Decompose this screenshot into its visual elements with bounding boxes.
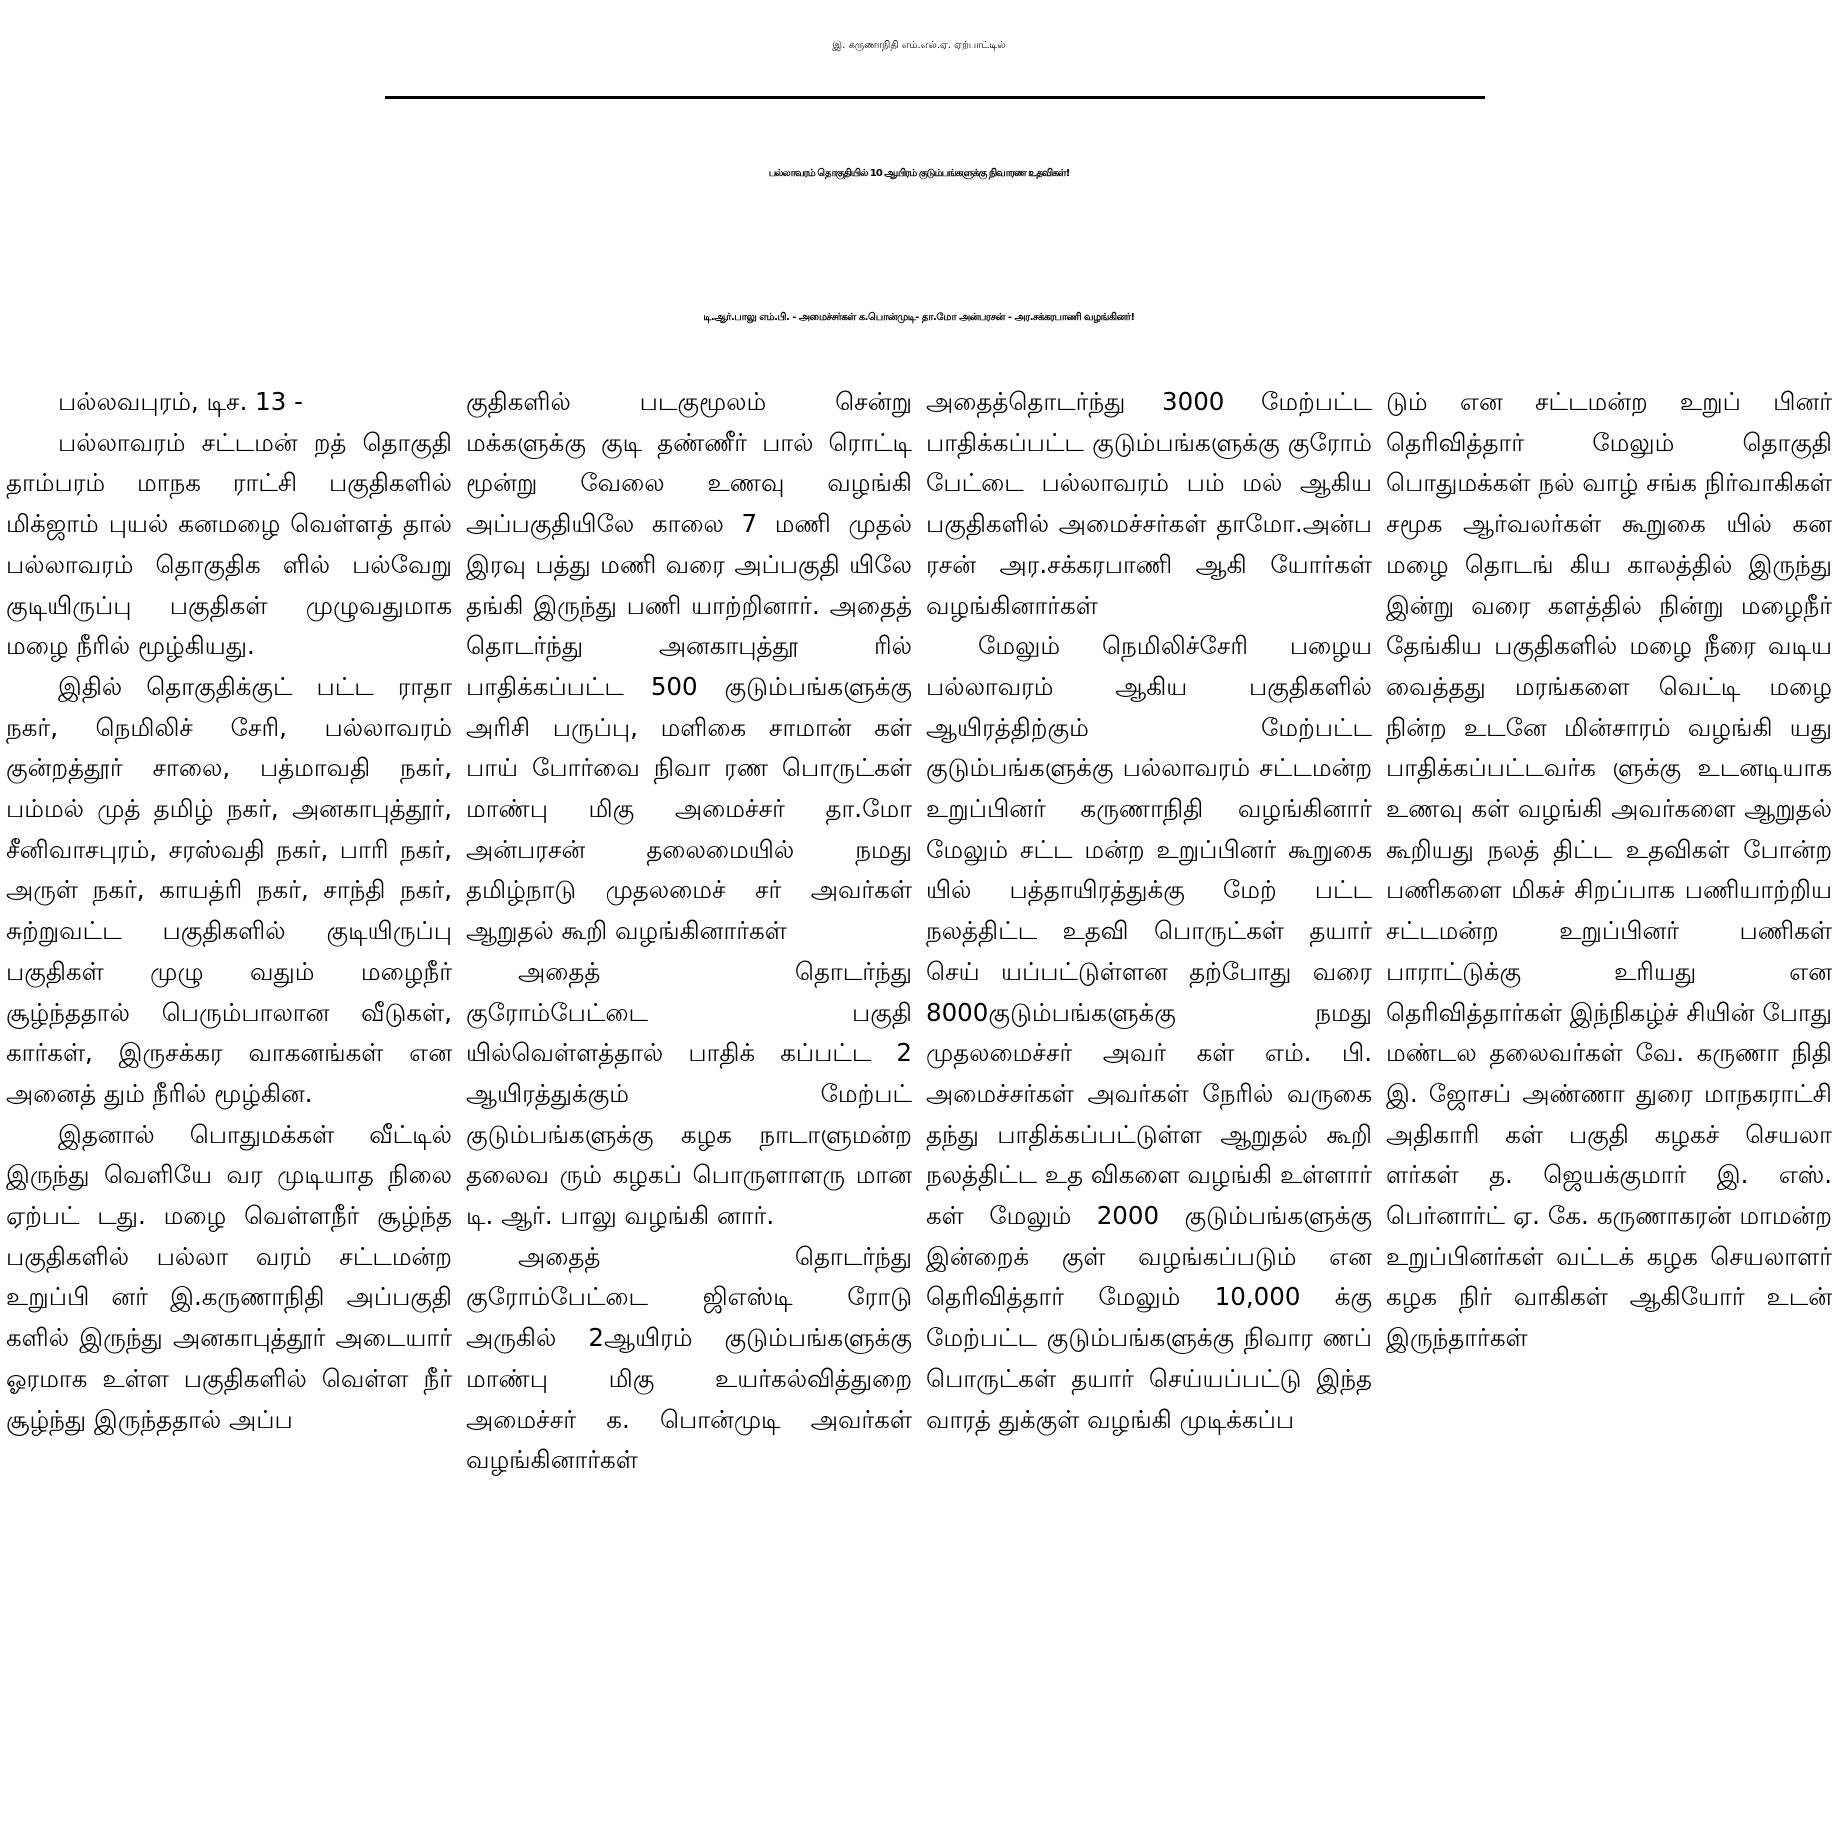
paragraph: அதைத் தொடர்ந்து குரோம்பேட்டை ஜிஎஸ்டி ரோடு அருகில் 2ஆயிரம் குடும்பங்களுக்கு மாண்பு மிகு உயர்கல்வித்துறை அமைச்சர் க. பொன்முடி அவர்கள் வழங்கினார்கள் bbox=[466, 1241, 912, 1475]
dateline: பல்லவபுரம், டிச. 13 - bbox=[58, 387, 303, 416]
article-body bbox=[6, 382, 1832, 1838]
kicker-line: இ. கருணாநிதி எம்.எல்.ஏ. ஏற்பாட்டில் bbox=[832, 40, 1006, 51]
kicker-underline bbox=[385, 96, 1485, 99]
paragraph: பல்லாவரம் சட்டமன் றத் தொகுதி தாம்பரம் மாநக ராட்சி பகுதிகளில் மிக்ஜாம் புயல் கனமழை வெள்ளத் தால் பல்லாவரம் தொகுதிக ளில் பல்வேறு குடியிருப்பு பகுதிகள் முழுவதுமாக மழை நீரில் மூழ்கியது. bbox=[6, 427, 452, 661]
headline: பல்லாவரம் தொகுதியில் 10 ஆயிரம் குடும்பங்களுக்கு நிவாரண உதவிகள்! bbox=[768, 168, 1070, 179]
text-column-1 bbox=[6, 382, 452, 1838]
paragraph: இதில் தொகுதிக்குட் பட்ட ராதா நகர், நெமிலிச் சேரி, பல்லாவரம் குன்றத்தூர் சாலை, பத்மாவதி நகர், பம்மல் முத் தமிழ் நகர், அனகாபுத்தூர், சீனிவாசபுரம், சரஸ்வதி நகர், பாரி நகர், அருள் நகர், காயத்ரி நகர், சாந்தி நகர், சுற்றுவட்ட பகுதிகளில் குடியிருப்பு பகுதிகள் முழு வதும் மழைநீர் சூழ்ந்ததால் பெரும்பாலான வீடுகள், கார்கள், இருசக்கர வாகனங்கள் என அனைத் தும் நீரில் மூழ்கின. bbox=[6, 671, 452, 1108]
paragraph: மேலும் நெமிலிச்சேரி பழைய பல்லாவரம் ஆகிய பகுதிகளில் ஆயிரத்திற்கும் மேற்பட்ட குடும்பங்களுக்கு பல்லாவரம் சட்டமன்ற உறுப்பினர் கருணாநிதி வழங்கினார் மேலும் சட்ட மன்ற உறுப்பினர் கூறுகை யில் பத்தாயிரத்துக்கு மேற் பட்ட நலத்திட்ட உதவி பொருட்கள் தயார் செய் யப்பட்டுள்ளன தற்போது வரை 8000குடும்பங்களுக்கு நமது முதலமைச்சர் அவர் கள் எம். பி. அமைச்சர்கள் அவர்கள் நேரில் வருகை தந்து பாதிக்கப்பட்டுள்ள ஆறுதல் கூறி நலத்திட்ட உத விகளை வழங்கி உள்ளார் கள் மேலும் 2000 குடும்பங்களுக்கு இன்றைக் குள் வழங்கப்படும் என தெரிவித்தார் மேலும் 10,000 க்கு மேற்பட்ட குடும்பங்களுக்கு நிவார ணப் பொருட்கள் தயார் செய்யப்பட்டு இந்த வாரத் துக்குள் வழங்கி முடிக்கப்ப bbox=[926, 631, 1372, 1434]
subheadline: டி.ஆர்.பாலு எம்.பி. - அமைச்சர்கள் க.பொன்முடி- தா.மோ அன்பரசன் - அர.சக்கரபாணி வழங்கினர்! bbox=[703, 312, 1135, 323]
text-column-3 bbox=[926, 382, 1372, 1838]
text-column-2 bbox=[466, 382, 912, 1838]
paragraph: இதனால் பொதுமக்கள் வீட்டில் இருந்து வெளியே வர முடியாத நிலை ஏற்பட் டது. மழை வெள்ளநீர் சூழ்ந்த பகுதிகளில் பல்லா வரம் சட்டமன்ற உறுப்பி னர் இ.கருணாநிதி அப்பகுதி களில் இருந்து அனகாபுத்தூர் அடையார் ஓரமாக உள்ள பகுதிகளில் வெள்ள நீர் சூழ்ந்து இருந்ததால் அப்ப bbox=[6, 1119, 452, 1434]
paragraph: டும் என சட்டமன்ற உறுப் பினர் தெரிவித்தார் மேலும் தொகுதி பொதுமக்கள் நல் வாழ் சங்க நிர்வாகிகள் சமூக ஆர்வலர்கள் கூறுகை யில் கன மழை தொடங் கிய காலத்தில் இருந்து இன்று வரை களத்தில் நின்று மழைநீர் தேங்கிய பகுதிகளில் மழை நீரை வடிய வைத்தது மரங்களை வெட்டி மழை நின்ற உடனே மின்சாரம் வழங்கி யது பாதிக்கப்பட்டவர்க ளுக்கு உடனடியாக உணவு கள் வழங்கி அவர்களை ஆறுதல் கூறியது நலத் திட்ட உதவிகள் போன்ற பணிகளை மிகச் சிறப்பாக பணியாற்றிய சட்டமன்ற உறுப்பினர் பணிகள் பாராட்டுக்கு உரியது என தெரிவித்தார்கள் இந்நிகழ்ச் சியின் போது மண்டல தலைவர்கள் வே. கருணா நிதி இ. ஜோசப் அண்ணா துரை மாநகராட்சி அதிகாரி கள் பகுதி கழகச் செயலா ளர்கள் த. ஜெயக்குமார் இ. எஸ். பெர்னார்ட் ஏ. கே. கருணாகரன் மாமன்ற உறுப்பினர்கள் வட்டக் கழக செயலாளர் கழக நிர் வாகிகள் ஆகியோர் உடன் இருந்தார்கள் bbox=[1386, 387, 1832, 1353]
paragraph: குதிகளில் படகுமூலம் சென்று மக்களுக்கு குடி தண்ணீர் பால் ரொட்டி மூன்று வேலை உணவு வழங்கி அப்பகுதியிலே காலை 7 மணி முதல் இரவு பத்து மணி வரை அப்பகுதி யிலே தங்கி இருந்து பணி யாற்றினார். அதைத் தொடர்ந்து அனகாபுத்தூ ரில் பாதிக்கப்பட்ட 500 குடும்பங்களுக்கு அரிசி பருப்பு, மளிகை சாமான் கள் பாய் போர்வை நிவா ரண பொருட்கள் மாண்பு மிகு அமைச்சர் தா.மோ அன்பரசன் தலைமையில் நமது தமிழ்நாடு முதலமைச் சர் அவர்கள் ஆறுதல் கூறி வழங்கினார்கள் bbox=[466, 387, 912, 946]
paragraph: அதைத்தொடர்ந்து 3000 மேற்பட்ட பாதிக்கப்பட்ட குடும்பங்களுக்கு குரோம் பேட்டை பல்லாவரம் பம் மல் ஆகிய பகுதிகளில் அமைச்சர்கள் தாமோ.அன்ப ரசன் அர.சக்கரபாணி ஆகி யோர்கள் வழங்கினார்கள் bbox=[926, 387, 1372, 620]
text-column-4 bbox=[1386, 382, 1832, 1838]
paragraph: அதைத் தொடர்ந்து குரோம்பேட்டை பகுதி யில்வெள்ளத்தால் பாதிக் கப்பட்ட 2 ஆயிரத்துக்கும் மேற்பட் குடும்பங்களுக்கு கழக நாடாளுமன்ற தலைவ ரும் கழகப் பொருளாளரு மான டி. ஆர். பாலு வழங்கி னார். bbox=[466, 956, 912, 1231]
